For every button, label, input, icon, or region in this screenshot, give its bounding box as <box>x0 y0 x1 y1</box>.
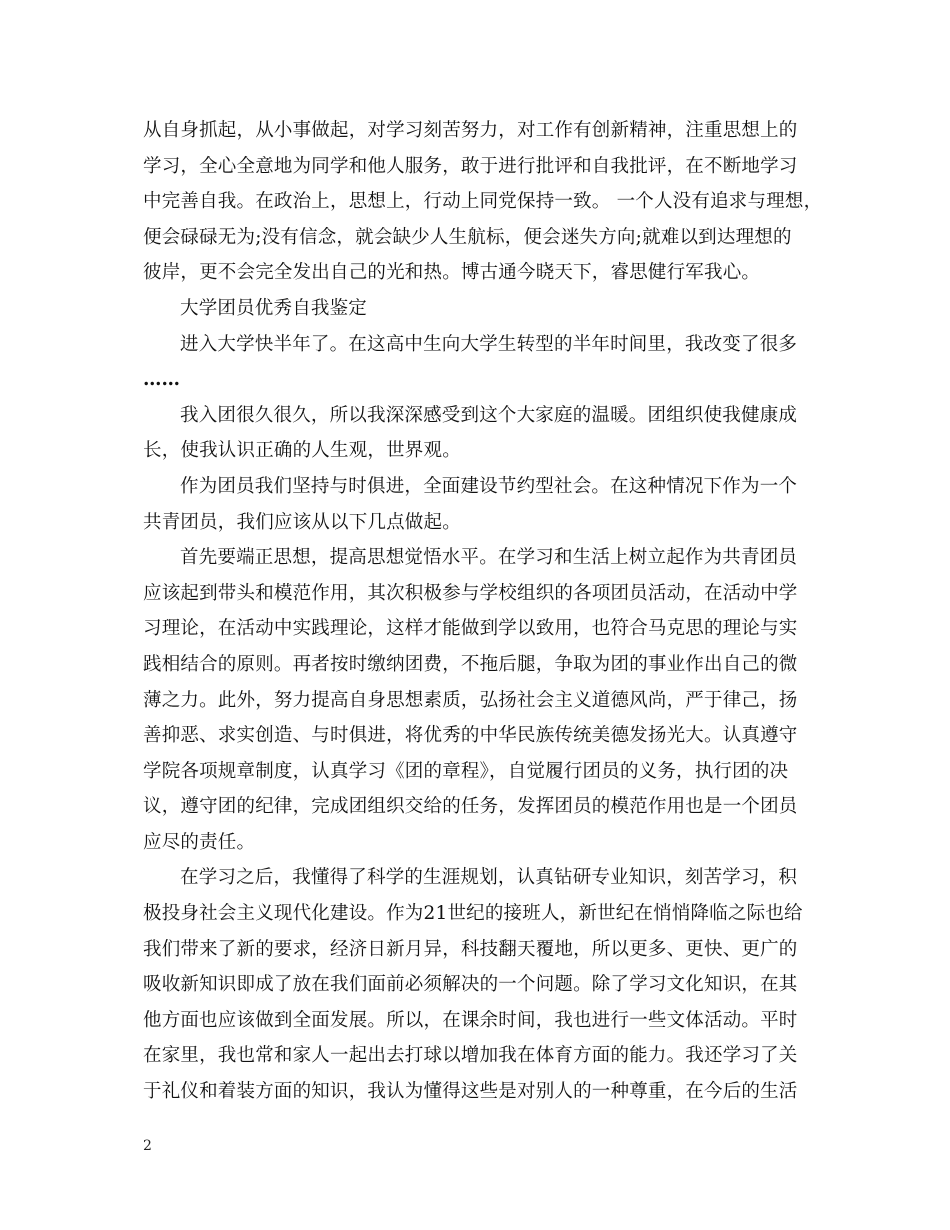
text-line: 习理论，在活动中实践理论，这样才能做到学以致用，也符合马克思的理论与实 <box>143 618 798 640</box>
text-line: 便会碌碌无为;没有信念，就会缺少人生航标，便会迷失方向;就难以到达理想的 <box>143 226 792 248</box>
text-line: 作为团员我们坚持与时俱进，全面建设节约型社会。在这种情况下作为一个 <box>180 475 798 497</box>
page-number: 2 <box>143 1138 152 1154</box>
text-line: 中完善自我。在政治上，思想上，行动上同党保持一致。 一个人没有追求与理想， <box>143 191 823 213</box>
text-line: 进入大学快半年了。在这高中生向大学生转型的半年时间里，我改变了很多 <box>180 333 798 355</box>
text-line: 在学习之后，我懂得了科学的生涯规划，认真钻研专业知识，刻苦学习，积 <box>180 867 798 889</box>
ellipsis-line: …… <box>143 369 180 391</box>
text-line: 于礼仪和着装方面的知识，我认为懂得这些是对别人的一种尊重，在今后的生活 <box>143 1081 798 1103</box>
text-line: 极投身社会主义现代化建设。作为21世纪的接班人，新世纪在悄悄降临之际也给 <box>143 903 803 925</box>
text-line: 议，遵守团的纪律，完成团组织交给的任务，发挥团员的模范作用也是一个团员 <box>143 796 798 818</box>
text-line: 在家里，我也常和家人一起出去打球以增加我在体育方面的能力。我还学习了关 <box>143 1045 798 1067</box>
text-line: 善抑恶、求实创造、与时俱进，将优秀的中华民族传统美德发扬光大。认真遵守 <box>143 725 798 747</box>
text-line: 共青团员，我们应该从以下几点做起。 <box>143 511 461 533</box>
text-line: 践相结合的原则。再者按时缴纳团费，不拖后腿，争取为团的事业作出自己的微 <box>143 653 798 675</box>
section-heading: 大学团员优秀自我鉴定 <box>180 297 368 319</box>
document-body <box>143 113 823 1110</box>
text-line: 学习，全心全意地为同学和他人服务，敢于进行批评和自我批评，在不断地学习 <box>143 155 798 177</box>
text-line: 薄之力。此外，努力提高自身思想素质，弘扬社会主义道德风尚，严于律己，扬 <box>143 689 798 711</box>
text-line: 吸收新知识即成了放在我们面前必须解决的一个问题。除了学习文化知识，在其 <box>143 974 798 996</box>
text-line: 学院各项规章制度，认真学习《团的章程》，自觉履行团员的义务，执行团的决 <box>143 760 789 782</box>
text-line: 我入团很久很久，所以我深深感受到这个大家庭的温暖。团组织使我健康成 <box>180 404 798 426</box>
text-line: 他方面也应该做到全面发展。所以，在课余时间，我也进行一些文体活动。平时 <box>143 1009 798 1031</box>
text-line: 长，使我认识正确的人生观，世界观。 <box>143 440 461 462</box>
text-line: 我们带来了新的要求，经济日新月异，科技翻天覆地，所以更多、更快、更广的 <box>143 938 798 960</box>
text-line: 应该起到带头和模范作用，其次积极参与学校组织的各项团员活动，在活动中学 <box>143 582 798 604</box>
text-line: 彼岸，更不会完全发出自己的光和热。博古通今晓天下，睿思健行军我心。 <box>143 262 761 284</box>
text-line: 从自身抓起，从小事做起，对学习刻苦努力，对工作有创新精神，注重思想上的 <box>143 120 798 141</box>
text-line: 首先要端正思想，提高思想觉悟水平。在学习和生活上树立起作为共青团员 <box>180 547 798 569</box>
text-line: 应尽的责任。 <box>143 831 256 853</box>
